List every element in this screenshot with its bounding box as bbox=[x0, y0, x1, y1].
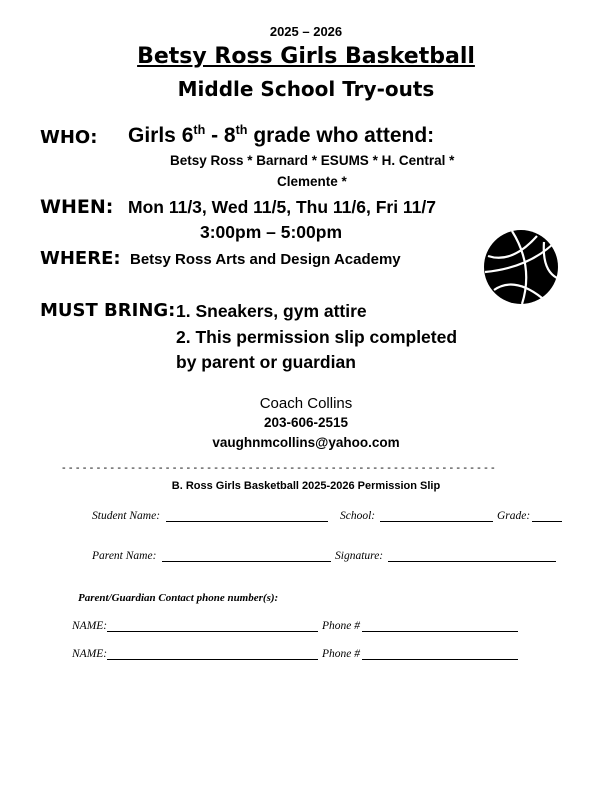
schools-line-1: Betsy Ross * Barnard * ESUMS * H. Central * bbox=[170, 153, 455, 168]
coach-email: vaughnmcollins@yahoo.com bbox=[212, 435, 400, 450]
page-title: Betsy Ross Girls Basketball bbox=[137, 44, 475, 69]
guardian-phone-label-2: Phone # bbox=[322, 648, 361, 660]
coach-name: Coach Collins bbox=[259, 395, 353, 412]
parent-name-label: Parent Name: bbox=[92, 550, 157, 562]
student-name-field[interactable] bbox=[166, 521, 328, 522]
must-bring-item-2-cont: by parent or guardian bbox=[176, 352, 356, 372]
when-time: 3:00pm – 5:00pm bbox=[200, 222, 343, 242]
student-name-label: Student Name: bbox=[92, 510, 161, 522]
cut-line: - - - - - - - - - - - - - - - - - - - - - - - - - - - - - - - - - - - - - - - - - - - - - - - - - - - - - - - - - - - - - - - bbox=[62, 462, 495, 474]
guardian-name-label-2: NAME: bbox=[72, 648, 108, 660]
signature-label: Signature: bbox=[335, 550, 384, 562]
must-bring-item-1: 1. Sneakers, gym attire bbox=[176, 301, 367, 321]
when-label: WHEN: bbox=[40, 196, 114, 218]
guardian-contact-heading: Parent/Guardian Contact phone number(s): bbox=[78, 592, 279, 604]
slip-title: B. Ross Girls Basketball 2025-2026 Permission Slip bbox=[171, 480, 441, 492]
who-text: Girls 6th - 8th grade who attend: bbox=[128, 123, 435, 147]
guardian-phone-field-1[interactable] bbox=[362, 631, 518, 632]
school-field[interactable] bbox=[380, 521, 493, 522]
guardian-phone-label-1: Phone # bbox=[322, 620, 361, 632]
where-place: Betsy Ross Arts and Design Academy bbox=[130, 251, 401, 268]
year-heading: 2025 – 2026 bbox=[269, 24, 343, 39]
coach-phone: 203-606-2515 bbox=[263, 415, 349, 430]
school-label: School: bbox=[340, 510, 376, 522]
schools-line-2: Clemente * bbox=[277, 174, 347, 189]
when-dates: Mon 11/3, Wed 11/5, Thu 11/6, Fri 11/7 bbox=[128, 197, 437, 217]
where-label: WHERE: bbox=[40, 248, 121, 269]
signature-field[interactable] bbox=[388, 561, 556, 562]
guardian-name-label-1: NAME: bbox=[72, 620, 108, 632]
guardian-name-field-1[interactable] bbox=[107, 631, 318, 632]
grade-label: Grade: bbox=[497, 510, 531, 522]
guardian-name-field-2[interactable] bbox=[107, 659, 318, 660]
basketball-icon bbox=[482, 228, 560, 306]
guardian-phone-field-2[interactable] bbox=[362, 659, 518, 660]
page-subtitle: Middle School Try-outs bbox=[177, 77, 435, 101]
who-label: WHO: bbox=[40, 127, 98, 148]
parent-name-field[interactable] bbox=[162, 561, 331, 562]
grade-field[interactable] bbox=[532, 521, 562, 522]
must-bring-item-2: 2. This permission slip completed bbox=[176, 327, 458, 347]
must-bring-label: MUST BRING: bbox=[40, 300, 176, 321]
